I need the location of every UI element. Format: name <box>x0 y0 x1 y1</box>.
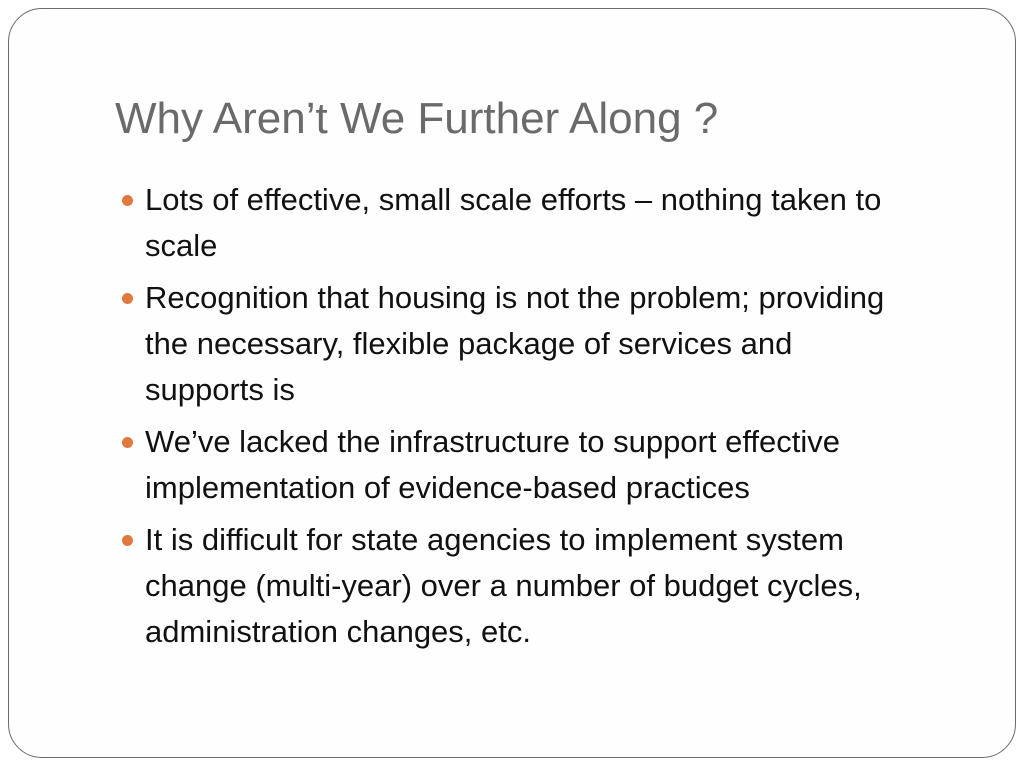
bullet-text: Lots of effective, small scale efforts – nothing taken to scale <box>145 182 882 263</box>
bullet-item <box>115 177 905 269</box>
bullet-item <box>115 517 905 655</box>
bullet-dot-icon <box>122 293 133 304</box>
bullet-dot-icon <box>122 535 133 546</box>
bullet-text: Recognition that housing is not the problem; providing the necessary, flexible package of services and supports is <box>145 280 885 407</box>
bullet-item <box>115 275 905 413</box>
slide-title: Why Aren’t We Further Along ? <box>115 94 719 143</box>
bullet-text: It is difficult for state agencies to implement system change (multi-year) over a number of budget cycles, administration changes, etc. <box>145 522 862 649</box>
slide-frame <box>8 8 1016 758</box>
bullet-item <box>115 419 905 511</box>
bullet-text: We’ve lacked the infrastructure to support effective implementation of evidence-based practices <box>145 424 840 505</box>
bullet-list <box>115 177 905 661</box>
bullet-dot-icon <box>122 195 133 206</box>
bullet-dot-icon <box>122 437 133 448</box>
